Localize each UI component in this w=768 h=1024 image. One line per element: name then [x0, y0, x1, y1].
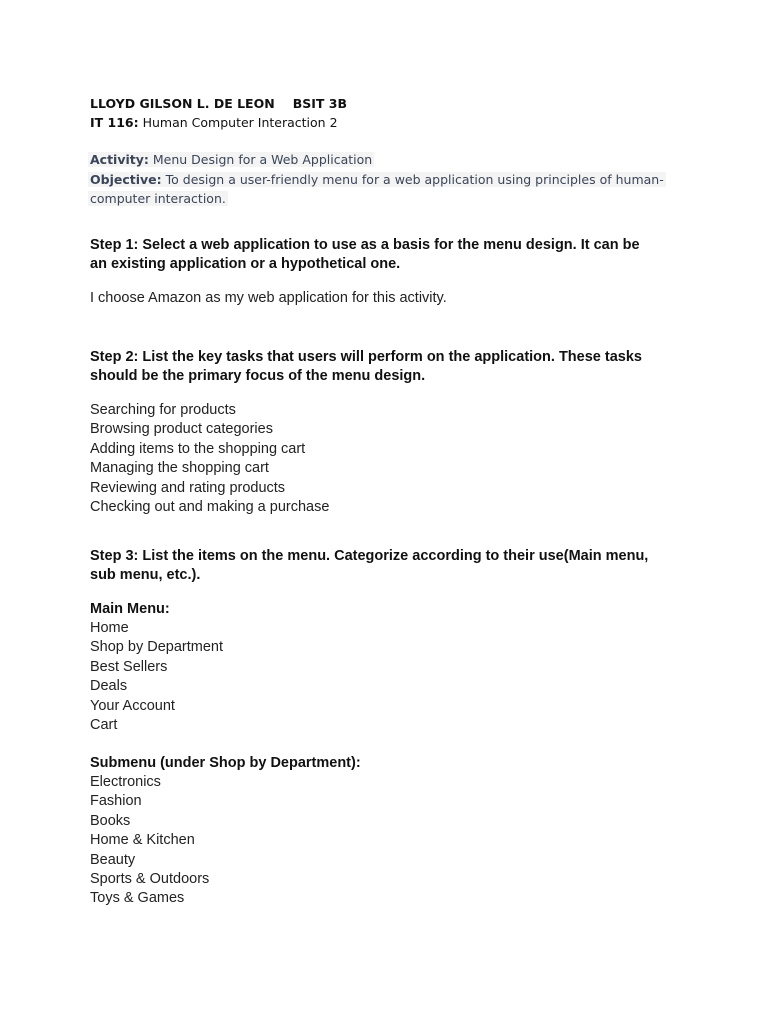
list-item: Best Sellers [90, 658, 168, 675]
task-list [90, 401, 329, 517]
list-item: Books [90, 812, 131, 829]
step-1-answer: I choose Amazon as my web application for this activity. [90, 290, 447, 306]
activity-label: Activity: [90, 152, 149, 167]
activity-block [88, 150, 666, 209]
step-3-line-2: sub menu, etc.). [90, 567, 201, 583]
objective-line-1: To design a user-friendly menu for a web application using principles of human- [165, 171, 664, 187]
list-item: Home [90, 620, 129, 636]
list-item: Searching for products [90, 402, 236, 418]
step-2-line-1: Step 2: List the key tasks that users will perform on the application. These tasks [90, 349, 642, 365]
submenu-list [90, 773, 209, 909]
step-1-line-2: an existing application or a hypothetical one. [90, 256, 401, 272]
step-3-line-1: Step 3: List the items on the menu. Categorize according to their use(Main menu, [90, 548, 649, 564]
student-line [90, 94, 347, 113]
objective-line-2: computer interaction. [90, 191, 226, 206]
main-menu-title: Main Menu: [90, 601, 170, 617]
list-item: Sports & Outdoors [90, 871, 210, 888]
list-item: Managing the shopping cart [90, 460, 269, 477]
list-item: Your Account [90, 697, 175, 714]
step-2-line-2: should be the primary focus of the menu design. [90, 368, 426, 384]
course-name: Human Computer Interaction 2 [142, 115, 338, 130]
submenu-title: Submenu (under Shop by Department): [90, 755, 361, 771]
course-code: IT 116: [90, 115, 139, 130]
list-item: Checking out and making a purchase [90, 499, 330, 516]
list-item: Fashion [90, 793, 142, 810]
list-item: Deals [90, 678, 128, 695]
activity-text: Menu Design for a Web Application [152, 152, 373, 167]
list-item: Electronics [90, 774, 161, 790]
list-item: Home & Kitchen [90, 832, 195, 849]
list-item: Shop by Department [90, 639, 223, 656]
list-item: Beauty [90, 851, 136, 868]
step-1-line-1: Step 1: Select a web application to use as a basis for the menu design. It can be [90, 237, 640, 253]
list-item: Toys & Games [90, 890, 185, 907]
student-section: BSIT 3B [292, 96, 347, 111]
list-item: Browsing product categories [90, 421, 273, 438]
main-menu-list [90, 619, 223, 735]
list-item: Adding items to the shopping cart [90, 440, 306, 457]
student-name: LLOYD GILSON L. DE LEON [90, 96, 275, 111]
list-item: Cart [90, 717, 118, 734]
course-line [90, 113, 338, 132]
list-item: Reviewing and rating products [90, 479, 286, 496]
step-3-heading [90, 547, 648, 585]
objective-label: Objective: [90, 171, 162, 187]
step-1-heading [90, 236, 640, 274]
step-2-heading [90, 348, 642, 386]
